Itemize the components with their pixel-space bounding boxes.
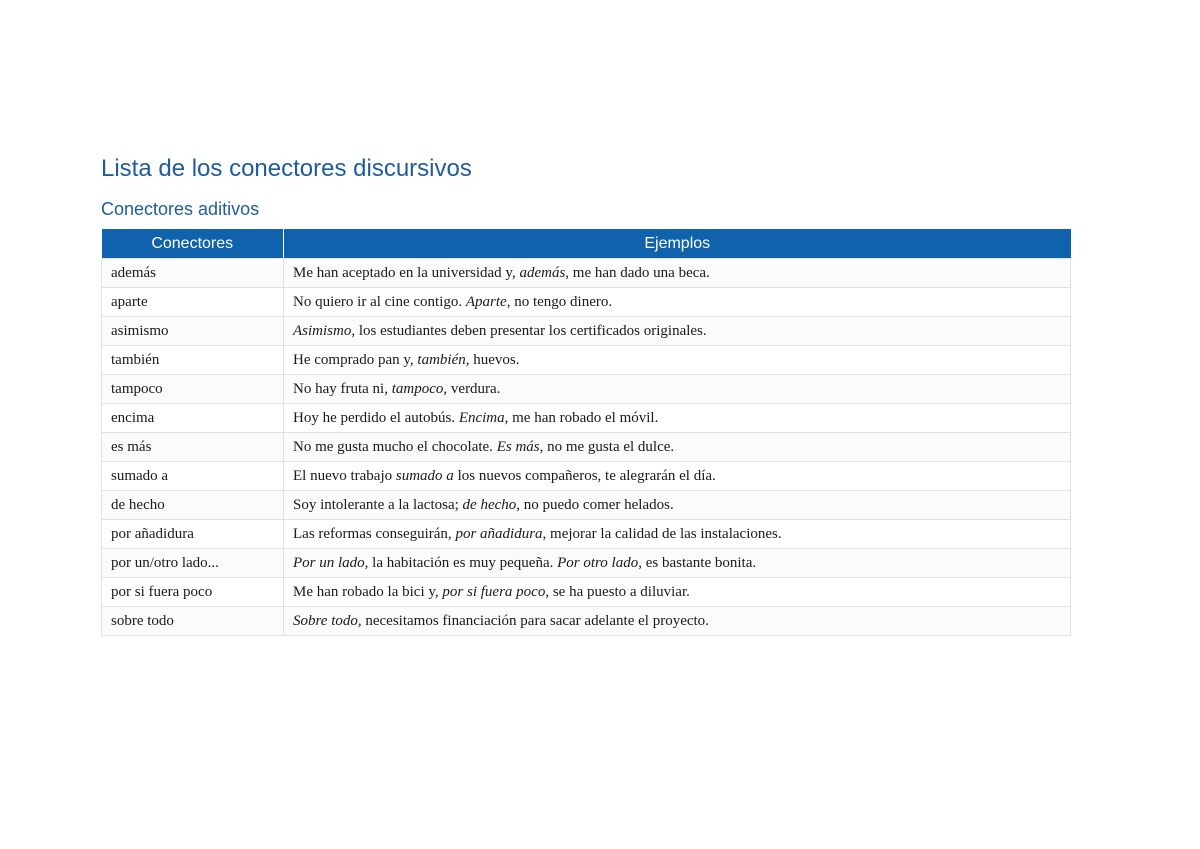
table-row [102,259,1071,288]
connector-cell: por un/otro lado... [102,549,284,578]
example-text: Me han robado la bici y, [293,583,443,600]
example-cell [284,462,1071,491]
table-row [102,404,1071,433]
table-row [102,462,1071,491]
section-subtitle: Conectores aditivos [101,199,260,219]
example-text: , verdura. [443,380,501,397]
example-text: He comprado pan y, [293,351,418,368]
connector-cell: sumado a [102,462,284,491]
example-text: Hoy he perdido el autobús. [293,409,459,426]
example-cell [284,404,1071,433]
example-connector-italic: de hecho [462,496,517,513]
example-connector-italic: sumado a [395,467,454,484]
example-cell [284,288,1071,317]
table-row [102,375,1071,404]
example-cell [284,433,1071,462]
connector-cell: por si fuera poco [102,578,284,607]
example-connector-italic: Asimismo [293,322,352,339]
example-text: , no tengo dinero. [506,293,613,310]
example-cell [284,491,1071,520]
connector-cell: es más [102,433,284,462]
example-text: , me han dado una beca. [565,264,710,281]
example-connector-italic: además [519,264,566,281]
connector-cell: por añadidura [102,520,284,549]
example-text: No me gusta mucho el chocolate. [293,438,497,455]
table-header [102,229,1071,259]
example-text: Me han aceptado en la universidad y, [293,264,520,281]
example-connector-italic: Es más [496,438,540,455]
connector-cell: encima [102,404,284,433]
example-text: los nuevos compañeros, te alegrarán el día. [453,467,716,484]
example-connector-italic: también, [417,351,470,368]
example-connector-italic: Encima, [458,409,509,426]
example-text: , no me gusta el dulce. [539,438,675,455]
table-row [102,433,1071,462]
connector-cell: también [102,346,284,375]
example-text: , los estudiantes deben presentar los certificados originales. [351,322,707,339]
example-connector-italic: tampoco [391,380,444,397]
table-row [102,607,1071,636]
example-cell [284,375,1071,404]
example-text: , es bastante bonita. [638,554,757,571]
connector-cell: tampoco [102,375,284,404]
example-cell [284,346,1071,375]
example-text: , se ha puesto a diluviar. [545,583,690,600]
page-title: Lista de los conectores discursivos [101,155,472,182]
example-text: , necesitamos financiación para sacar adelante el proyecto. [357,612,709,629]
example-connector-italic: por añadidura [455,525,543,542]
table-row [102,346,1071,375]
example-cell [284,259,1071,288]
table-row [102,288,1071,317]
example-connector-italic: Aparte [465,293,507,310]
example-cell [284,607,1071,636]
column-header-connectors: Conectores [102,229,284,259]
example-text: me han robado el móvil. [508,409,659,426]
table-body [102,259,1071,636]
example-text: , no puedo comer helados. [516,496,674,513]
example-text: No quiero ir al cine contigo. [293,293,466,310]
example-cell [284,317,1071,346]
table-row [102,317,1071,346]
example-text: Soy intolerante a la lactosa; [293,496,463,513]
example-connector-italic: Sobre todo [293,612,358,629]
column-header-examples: Ejemplos [284,229,1071,259]
example-text: Las reformas conseguirán, [293,525,456,542]
example-cell [284,520,1071,549]
table-row [102,578,1071,607]
table-row [102,491,1071,520]
document-page [101,153,1070,636]
example-connector-italic: Por un lado [293,554,365,571]
connector-cell: aparte [102,288,284,317]
connector-cell: asimismo [102,317,284,346]
example-text: No hay fruta ni, [293,380,392,397]
example-connector-italic: Por otro lado [557,554,639,571]
connectors-table [101,229,1071,636]
connector-cell: además [102,259,284,288]
header-row [102,229,1071,259]
table-row [102,549,1071,578]
connector-cell: sobre todo [102,607,284,636]
example-text: , mejorar la calidad de las instalaciones. [542,525,782,542]
example-connector-italic: por si fuera poco [442,583,546,600]
example-text: El nuevo trabajo [293,467,396,484]
table-row [102,520,1071,549]
connector-cell: de hecho [102,491,284,520]
example-cell [284,578,1071,607]
example-text: huevos. [469,351,520,368]
example-cell [284,549,1071,578]
example-text: , la habitación es muy pequeña. [364,554,558,571]
